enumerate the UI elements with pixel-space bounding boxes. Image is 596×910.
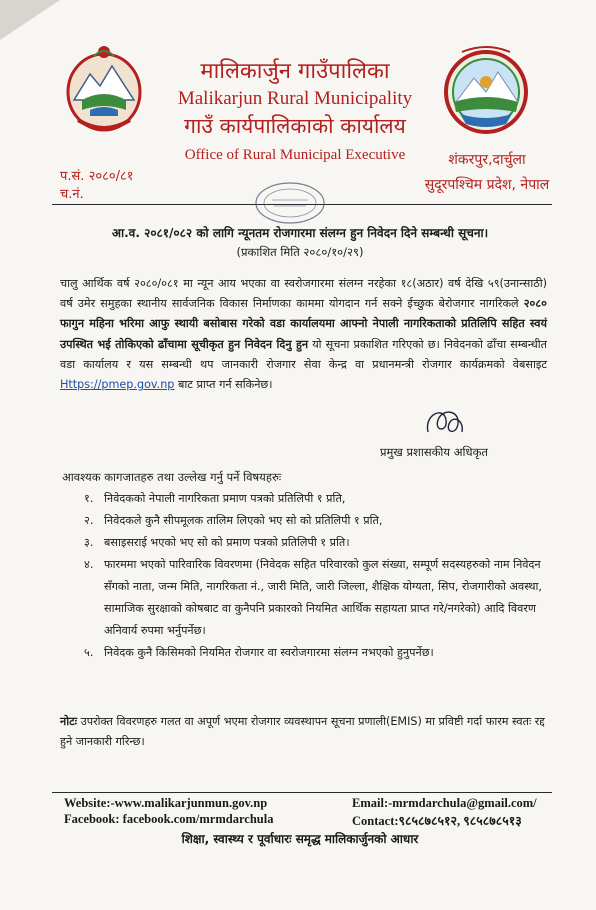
requirement-item (84, 488, 554, 510)
footer-motto: शिक्षा, स्वास्थ्य र पूर्वाधारः समृद्ध मालिकार्जुनको आधार (181, 832, 419, 846)
footer-email: Email:-mrmdarchula@gmail.com/ (352, 796, 537, 810)
requirement-item (84, 510, 554, 532)
office-location: शंकरपुर,दार्चुला (448, 152, 526, 168)
requirement-item (84, 532, 554, 554)
reference-number: प.सं. २०८०/८१ (60, 169, 134, 184)
nepal-emblem-logo (60, 40, 148, 140)
requirement-text: फारममा भएको पारिवारिक विवरणमा (निवेदक सहित परिवारको कुल संख्या, सम्पूर्ण सदस्यहरुको नाम निवेदन सँगको नाता, जन्म मिति, नागरिकता नं., जारी मिति, जारी जिल्ला, शैक्षिक योग्यता, सिप, रोजगारीको अवस्था, सामाजिक सुरक्षाको कोषबाट वा कुनैपनि प्रकारको नियमित आर्थिक सहायता प्राप्त गरे/नगरेको) आदि विवरण अनिवार्य रुपमा भर्नुपर्नेछ। (104, 558, 542, 637)
note-label: नोटः (60, 715, 78, 728)
requirement-text: निवेदक कुनै किसिमको नियमित रोजगार वा स्वरोजगारमा संलग्न नभएको हुनुपर्नेछ। (104, 646, 434, 659)
signature-mark (420, 402, 470, 442)
notice-date: (प्रकाशित मिति २०८०/१०/२९) (236, 245, 364, 259)
municipality-name-nepali: मालिकार्जुन गाउँपालिका (200, 59, 390, 84)
requirements-heading: आवश्यक कागजातहरु तथा उल्लेख गर्नु पर्ने विषयहरुः (62, 470, 282, 484)
notice-body (60, 274, 547, 395)
requirement-item (84, 642, 554, 664)
office-name-nepali: गाउँ कार्यपालिकाको कार्यालय (184, 114, 406, 138)
requirements-list (84, 488, 554, 664)
note-text: उपरोक्त विवरणहरु गलत वा अपूर्ण भएमा रोजगार व्यवस्थापन सूचना प्रणाली(EMIS) मा प्रविष्टी गर्दा फारम स्वतः रद्द हुने जानकारी गरिन्छ। (60, 715, 545, 748)
notice-body-part2: यो सूचना प्रकाशित गरिएको छ। निवेदनको ढाँचा सम्बन्धीत वडा कार्यालय र यस सम्बन्धी थप जानकारी रोजगार सेवा केन्द्र वा प्रधानमन्त्री रोजगार कार्यक्रमको वेबसाइट (60, 337, 547, 371)
note-section (60, 712, 550, 752)
notice-body-part1: चालु आर्थिक वर्ष २०८०/०८१ मा न्यून आय भएका वा स्वरोजगारमा संलग्न नरहेका १८(अठार) वर्ष देखि ५९(उनान्साठी) वर्ष उमेर समुहका स्थानीय सार्वजनिक विकास निर्माणका काममा योगदान गर्न सक्ने ईच्छुक बेरोजगार नागरिकले (60, 277, 547, 311)
pmep-website-link[interactable]: Https://pmep.gov.np (60, 378, 175, 392)
dispatch-number: च.नं. (60, 187, 84, 202)
requirement-text: निवेदकको नेपाली नागरिकता प्रमाण पत्रको प्रतिलिपी १ प्रति, (104, 492, 346, 505)
footer-website: Website:-www.malikarjunmun.gov.np (64, 796, 268, 810)
notice-body-part3: बाट प्राप्त गर्न सकिनेछ। (177, 378, 273, 392)
requirement-number: १. (84, 492, 94, 505)
requirement-text: निवेदकले कुनै सीपमूलक तालिम लिएको भए सो को प्रतिलिपी १ प्रति, (104, 514, 383, 527)
office-seal-stamp (250, 180, 330, 226)
signatory-title: प्रमुख प्रशासकीय अधिकृत (380, 445, 488, 459)
requirement-number: ५. (84, 646, 94, 659)
requirement-number: २. (84, 514, 94, 527)
notice-title: आ.व. २०८१/०८२ को लागि न्यूनतम रोजगारमा संलग्न हुन निवेदन दिने सम्बन्धी सूचना। (111, 226, 489, 240)
requirement-number: ३. (84, 536, 94, 549)
requirement-text: बसाइसराई भएको भए सो को प्रमाण पत्रको प्रतिलिपी १ प्रति। (104, 536, 350, 549)
footer-contact: Contact:९८५८७८५१२, ९८५८७८५१३ (352, 814, 522, 828)
requirement-item (84, 554, 554, 642)
office-name-english: Office of Rural Municipal Executive (184, 147, 406, 163)
requirement-number: ४. (84, 558, 94, 571)
notice-body-highlight: २०८० फागुन महिना भरिमा आफु स्थायी बसोबास गरेको वडा कार्यालयमा आफ्नो नेपाली नागरिकताको प्रतिलिपि सहित स्वयं उपस्थित भई तोकिएको ढाँचामा सूचीकृत हुन निवेदन दिनु हुन (60, 297, 547, 351)
footer-facebook: Facebook: facebook.com/mrmdarchula (64, 812, 274, 826)
province-name: सुदूरपश्चिम प्रदेश, नेपाल (424, 177, 550, 193)
footer-divider (52, 792, 552, 793)
page-fold-corner (0, 0, 60, 40)
municipality-name-english: Malikarjun Rural Municipality (177, 88, 413, 109)
municipality-logo (436, 40, 536, 140)
